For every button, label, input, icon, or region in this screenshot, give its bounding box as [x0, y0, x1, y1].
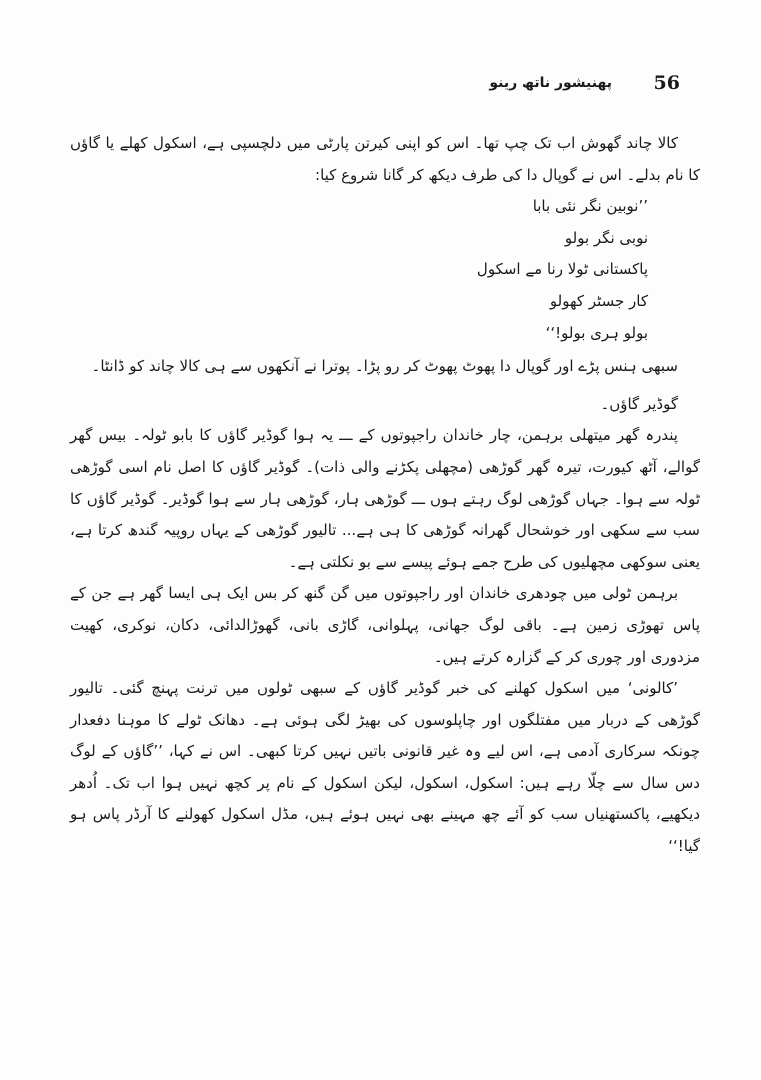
verse-line: نوبی نگر بولو	[564, 228, 648, 247]
paragraph-intro: کالا چاند گھوش اب تک چپ تھا۔ اس کو اپنی کیرتن پارٹی میں دلچسپی ہے، اسکول کھلے یا گاؤں کا نام بدلے۔ اس نے گوپال دا کی طرف دیکھ کر گانا شروع کیا:	[70, 134, 700, 184]
paragraph-village-name: گوڈیر گاؤں۔	[600, 394, 678, 413]
page-number: 56	[653, 72, 680, 94]
paragraph-laughter: سبھی ہنس پڑے اور گوپال دا پھوٹ پھوٹ کر رو پڑا۔ پوترا نے آنکھوں سے ہی کالا چاند کو ڈانٹا۔	[91, 357, 678, 376]
page-body	[70, 128, 700, 863]
verse-line: ’’نوبین نگر نئی بابا	[532, 197, 648, 216]
paragraph-colony-news: ’کالونی‘ میں اسکول کھلنے کی خبر گوڈیر گاؤں کے سبھی ٹولوں میں ترنت پہنچ گئی۔ تالیور گوڑھی کے دربار میں مفتلگوں اور چاپلوسوں کی بھیڑ لگی ہوئی ہے۔ دھانک ٹولے کا موہنا دفعدار چونکہ سرکاری آدمی ہے، اس لیے وہ غیر قانونی باتیں نہیں کرتا کبھی۔ اس نے کہا، ’’گاؤں کے لوگ دس سال سے چلّا رہے ہیں: اسکول، اسکول، لیکن اسکول کے نام پر کچھ نہیں ہوا اب تک۔ اُدھر دیکھیے، پاکستھنیاں سب کو آئے چھ مہینے بھی نہیں ہوئے ہیں، مڈل اسکول کھولنے کا آرڈر پاس ہو گیا!‘‘	[70, 679, 700, 856]
verse-line: بولو ہری بولو!‘‘	[545, 323, 648, 342]
page-header	[470, 68, 680, 98]
paragraph-village-description: پندرہ گھر میتھلی برہمن، چار خاندان راجپوتوں کے ـــ یہ ہوا گوڈیر گاؤں کا بابو ٹولہ۔ بیس گھر گوالے، آٹھ کیورت، تیرہ گھر گوڑھی (مچھلی پکڑنے والی ذات)۔ گوڈیر گاؤں کا اصل نام اسی گوڑھی ٹولہ سے ہوا۔ جہاں گوڑھی لوگ رہتے ہوں ـــ گوڑھی ہار، گوڑھی ہار سے ہوا گوڈیر۔ گوڈیر گاؤں کا سب سے سکھی اور خوشحال گھرانہ گوڑھی کا ہی ہے... تالیور گوڑھی کے یہاں روپیہ گندھ کرتا ہے، یعنی سوکھی مچھلیوں کی طرح جمے ہوئے پیسے سے بو نکلتی ہے۔	[70, 426, 700, 571]
verse-line: پاکستانی ٹولا رنا مے اسکول	[476, 260, 648, 279]
verse-line: کار جسٹر کھولو	[549, 291, 648, 310]
paragraph-brahmin-tola: برہمن ٹولی میں چودھری خاندان اور راجپوتوں میں گن گنھ کر بس ایک ہی ایسا گھر ہے جن کے پاس تھوڑی زمین ہے۔ باقی لوگ جھانی، پہلوانی، گاڑی بانی، گھوڑالدائی، دکان، نوکری، کھیت مزدوری اور چوری کر کے گزارہ کرتے ہیں۔	[70, 584, 700, 666]
running-title: پھنیشور ناتھ رینو	[489, 75, 612, 91]
